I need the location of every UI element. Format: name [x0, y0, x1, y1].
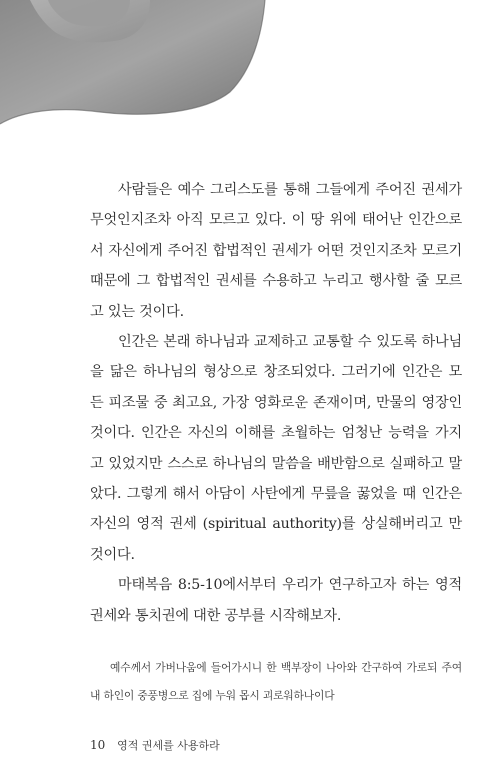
page-number: 10 [90, 738, 106, 752]
paragraph-3: 마태복음 8:5-10에서부터 우리가 연구하고자 하는 영적 권세와 통치권에 대한 공부를 시작해보자. [90, 577, 462, 624]
body-text [90, 175, 462, 631]
stone-artwork [0, 0, 500, 130]
scripture-text: 예수께서 가버나움에 들어가시니 한 백부장이 나아와 간구하여 가로되 주여 내 하인이 중풍병으로 집에 누워 몹시 괴로워하나이다 [90, 661, 462, 702]
scripture-quote [90, 654, 462, 710]
paragraph-2: 인간은 본래 하나님과 교제하고 교통할 수 있도록 하나님을 닮은 하나님의 형상으로 창조되었다. 그러기에 인간은 모든 피조물 중 최고요, 가장 영화로운 존재이며, 만물의 영장인 것이다. 인간은 자신의 이해를 초월하는 엄청난 능력을 가지고 있었지만 스스로 하나님의 말씀을 배반함으로 실패하고 말았다. 그렇게 해서 아담이 사탄에게 무릎을 꿇었을 때 인간은 자신의 영적 권세 (spiritual authority)를 상실해버리고 만 것이다. [90, 334, 462, 563]
page-footer [90, 737, 220, 753]
paragraph-1: 사람들은 예수 그리스도를 통해 그들에게 주어진 권세가 무엇인지조차 아직 모르고 있다. 이 땅 위에 태어난 인간으로서 자신에게 주어진 합법적인 권세가 어떤 것인지조차 모르기 때문에 그 합법적인 권세를 수용하고 누리고 행사할 줄 모르고 있는 것이다. [90, 182, 462, 320]
book-title: 영적 권세를 사용하라 [117, 739, 220, 752]
